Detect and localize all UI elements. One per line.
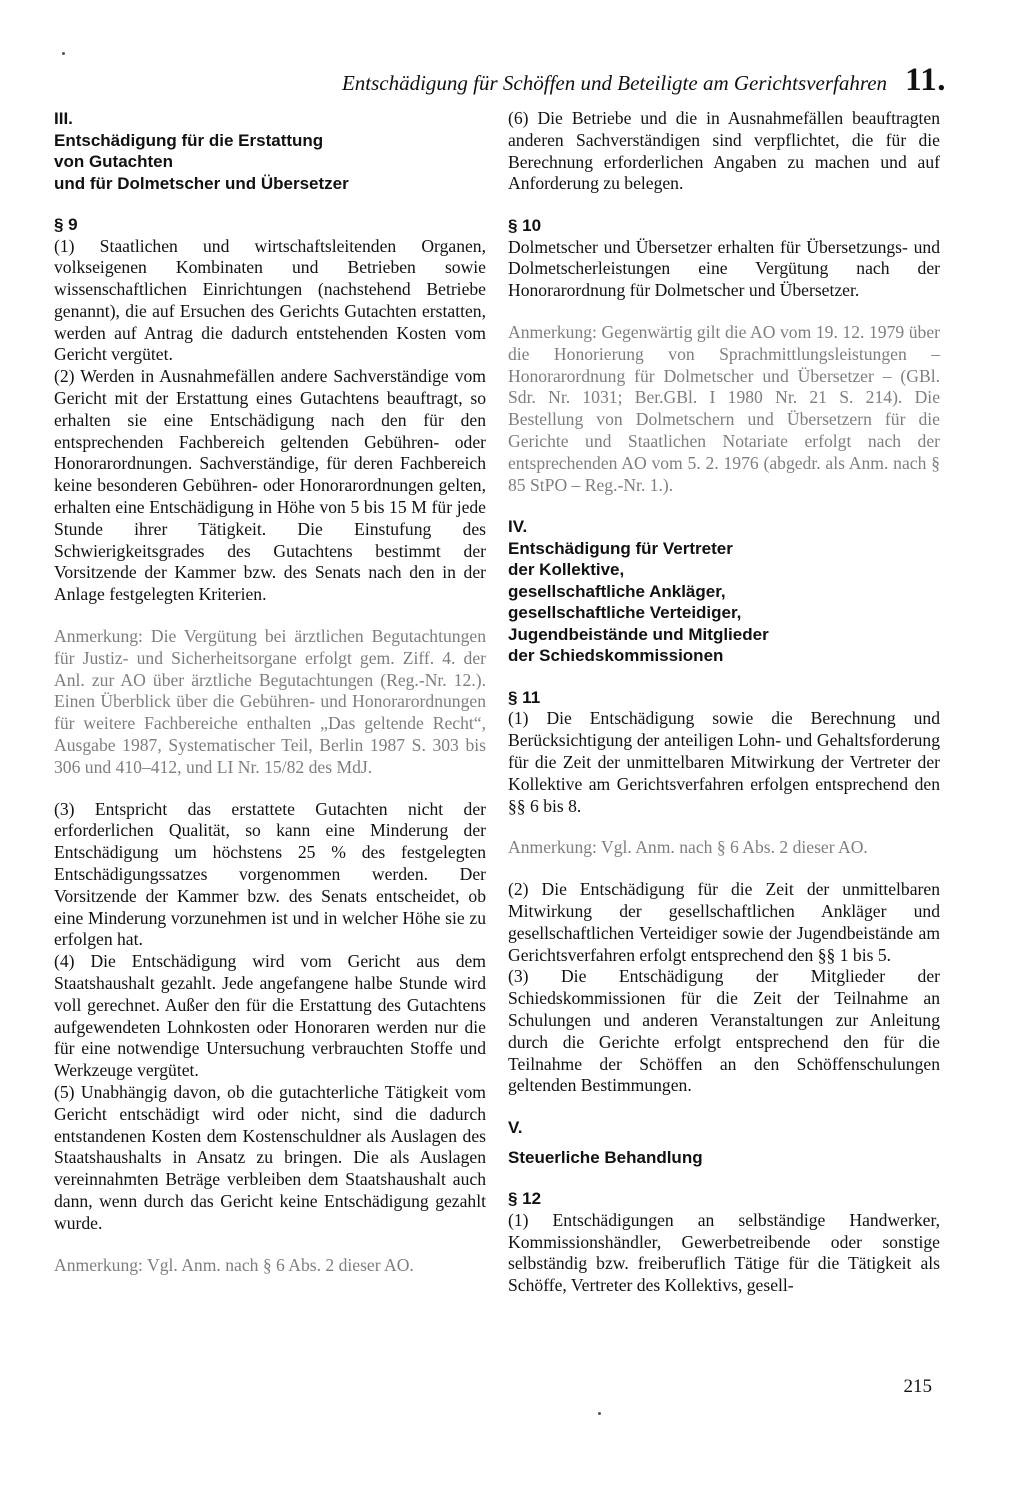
- chapter-number: 11.: [905, 62, 946, 98]
- paragraph-9-abs-6: (6) Die Betriebe und die in Ausnahmefällen beauftragten anderen Sachverständigen sind verpflichtet, die für die Berechnung erforderlichen Angaben zu machen und auf Anforderung zu belegen.: [508, 108, 940, 194]
- section-title-line: und für Dolmetscher und Übersetzer: [54, 173, 349, 193]
- right-column: [508, 108, 940, 1297]
- paragraph-11-abs-3: (3) Die Entschädigung der Mitglieder der Schiedskommissionen für die Zeit der Teilnahme an Schulungen und anderen Veranstaltungen zur Anleitung durch die Gerichte erfolgt entsprechend den für die Teilnahme der Schöffen an den Schöffenschulungen geltenden Bestimmungen.: [508, 966, 940, 1096]
- paragraph-sign-11: § 11: [508, 687, 541, 707]
- section-title-line: Entschädigung für die Erstattung: [54, 130, 324, 150]
- annotation-note: Anmerkung: Vgl. Anm. nach § 6 Abs. 2 dieser AO.: [508, 837, 868, 858]
- section-number: III.: [54, 109, 73, 128]
- section-title-line: gesellschaftliche Verteidiger,: [508, 603, 742, 623]
- section-heading-iv: [508, 516, 940, 667]
- section-number: IV.: [508, 517, 528, 537]
- paragraph-sign-12: § 12: [508, 1189, 542, 1209]
- section-title-line: der Schiedskommissionen: [508, 646, 724, 666]
- section-heading-iii: [54, 108, 486, 194]
- paragraph-9-abs-1: (1) Staatlichen und wirtschaftsleitenden Organen, volkseigenen Kombinaten und Betrieben sowie wissenschaftlichen Einrichtungen (nachstehend Betriebe genannt), die auf Ersuchen des Gerichts Gutachten erstatten, werden auf Antrag die dadurch entstehenden Kosten vom Gericht vergütet.: [54, 235, 486, 365]
- running-header-title: Entschädigung für Schöffen und Beteiligte am Gerichtsverfahren: [341, 71, 888, 95]
- page-number: 215: [903, 1376, 932, 1397]
- annotation-note: Anmerkung: Gegenwärtig gilt die AO vom 19. 12. 1979 über die Honorierung von Sprachmittlungsleistungen – Honorarordnung für Dolmetscher und Übersetzer – (GBl. Sdr. Nr. 1031; Ber.GBl. I 1980 Nr. 21 S. 214). Die Bestellung von Dolmetschern und Übersetzern für die Gerichte und Staatlichen Notariate erfolgt nach der entsprechenden AO vom 5. 2. 1976 (abgedr. als Anm. nach § 85 StPO – Reg.-Nr. 1.).: [508, 322, 940, 495]
- section-number: V.: [508, 1118, 523, 1138]
- paragraph-9-abs-2: (2) Werden in Ausnahmefällen andere Sachverständige vom Gericht mit der Erstattung eines Gutachtens beauftragt, so erhalten sie eine Entschädigung nach den für den entsprechenden Fachbereich geltenden Gebühren- oder Honorarordnungen. Sachverständige, für deren Fachbereich keine besonderen Gebühren- oder Honorarordnungen gelten, erhalten eine Entschädigung in Höhe von 5 bis 15 M für jede Stunde ihrer Tätigkeit. Die Einstufung des Schwierigkeitsgrades des Gutachtens bestimmt der Vorsitzende der Kammer bzw. des Senats nach den in der Anlage festgelegten Kriterien.: [54, 366, 486, 605]
- paragraph-9-abs-3: (3) Entspricht das erstattete Gutachten nicht der erforderlichen Qualität, so kann eine Minderung der Entschädigung um höchstens 25 % des festgelegten Entschädigungssatzes vorgenommen werden. Der Vorsitzende der Kammer bzw. des Senats entscheidet, ob eine Minderung vorzunehmen ist und in welcher Höhe sie zu erfolgen hat.: [54, 798, 486, 950]
- paragraph-sign-10: § 10: [508, 216, 542, 236]
- paragraph-9-abs-5: (5) Unabhängig davon, ob die gutachterliche Tätigkeit vom Gericht entschädigt wird oder nicht, sind die dadurch entstandenen Kosten dem Kostenschuldner als Auslagen des Staatshaushalts in Ansatz zu bringen. Die als Auslagen vereinnahmten Beträge verbleiben dem Staatshaushalt auch dann, wenn durch das Gericht keine Entschädigung gezahlt wurde.: [54, 1081, 486, 1233]
- paragraph-11-abs-1: (1) Die Entschädigung sowie die Berechnung und Berücksichtigung der anteiligen Lohn- und Gehaltsforderung für die Zeit der unmittelbaren Mitwirkung der Vertreter der Kollektive am Gerichtsverfahren erfolgen entsprechend den §§ 6 bis 8.: [508, 708, 940, 816]
- paragraph-9-abs-4: (4) Die Entschädigung wird vom Gericht aus dem Staatshaushalt gezahlt. Jede angefangene halbe Stunde wird voll gerechnet. Außer den für die Erstattung des Gutachtens aufgewendeten Lohnkosten oder Honoraren werden nur die für eine notwendige Untersuchung verbrauchten Stoffe und Werkzeuge vergütet.: [54, 951, 486, 1081]
- paragraph-11-abs-2: (2) Die Entschädigung für die Zeit der unmittelbaren Mitwirkung der gesellschaftlichen Ankläger und gesellschaftlichen Verteidiger sowie der Jugendbeistände am Gerichtsverfahren erfolgt entsprechend den §§ 1 bis 5.: [508, 879, 940, 965]
- section-title-line: Entschädigung für Vertreter: [508, 538, 733, 558]
- paragraph-10-text: Dolmetscher und Übersetzer erhalten für Übersetzungs- und Dolmetscherleistungen eine Vergütung nach der Honorarordnung für Dolmetscher und Übersetzer.: [508, 236, 940, 301]
- section-title-line: gesellschaftliche Ankläger,: [508, 581, 726, 601]
- section-title-line: Jugendbeistände und Mitglieder: [508, 624, 769, 644]
- annotation-note: Anmerkung: Vgl. Anm. nach § 6 Abs. 2 dieser AO.: [54, 1254, 414, 1275]
- paragraph-12-abs-1: (1) Entschädigungen an selbständige Handwerker, Kommissionshändler, Gewerbetreibende oder sonstige selbständig bzw. freiberuflich Tätige für die Tätigkeit als Schöffe, Vertreter des Kollektivs, gesell-: [508, 1209, 940, 1296]
- scan-speck: [62, 52, 65, 55]
- section-heading-v: [508, 1117, 940, 1168]
- left-column: [54, 108, 486, 1276]
- section-title-line: von Gutachten: [54, 152, 174, 171]
- paragraph-sign-9: § 9: [54, 215, 78, 234]
- section-title-line: der Kollektive,: [508, 560, 625, 580]
- section-title-line: Steuerliche Behandlung: [508, 1147, 703, 1167]
- running-header: [342, 62, 946, 99]
- scan-speck: [598, 1412, 601, 1415]
- annotation-note: Anmerkung: Die Vergütung bei ärztlichen Begutachtungen für Justiz- und Sicherheitsorgane erfolgt gem. Ziff. 4. der Anl. zur AO über ärztliche Begutachtungen (Reg.-Nr. 12.). Einen Überblick über die Gebühren- und Honorarordnungen für weitere Fachbereiche enthalten „Das geltende Recht“, Ausgabe 1987, Systematischer Teil, Berlin 1987 S. 303 bis 306 und 410–412, und LI Nr. 15/82 des MdJ.: [54, 626, 486, 777]
